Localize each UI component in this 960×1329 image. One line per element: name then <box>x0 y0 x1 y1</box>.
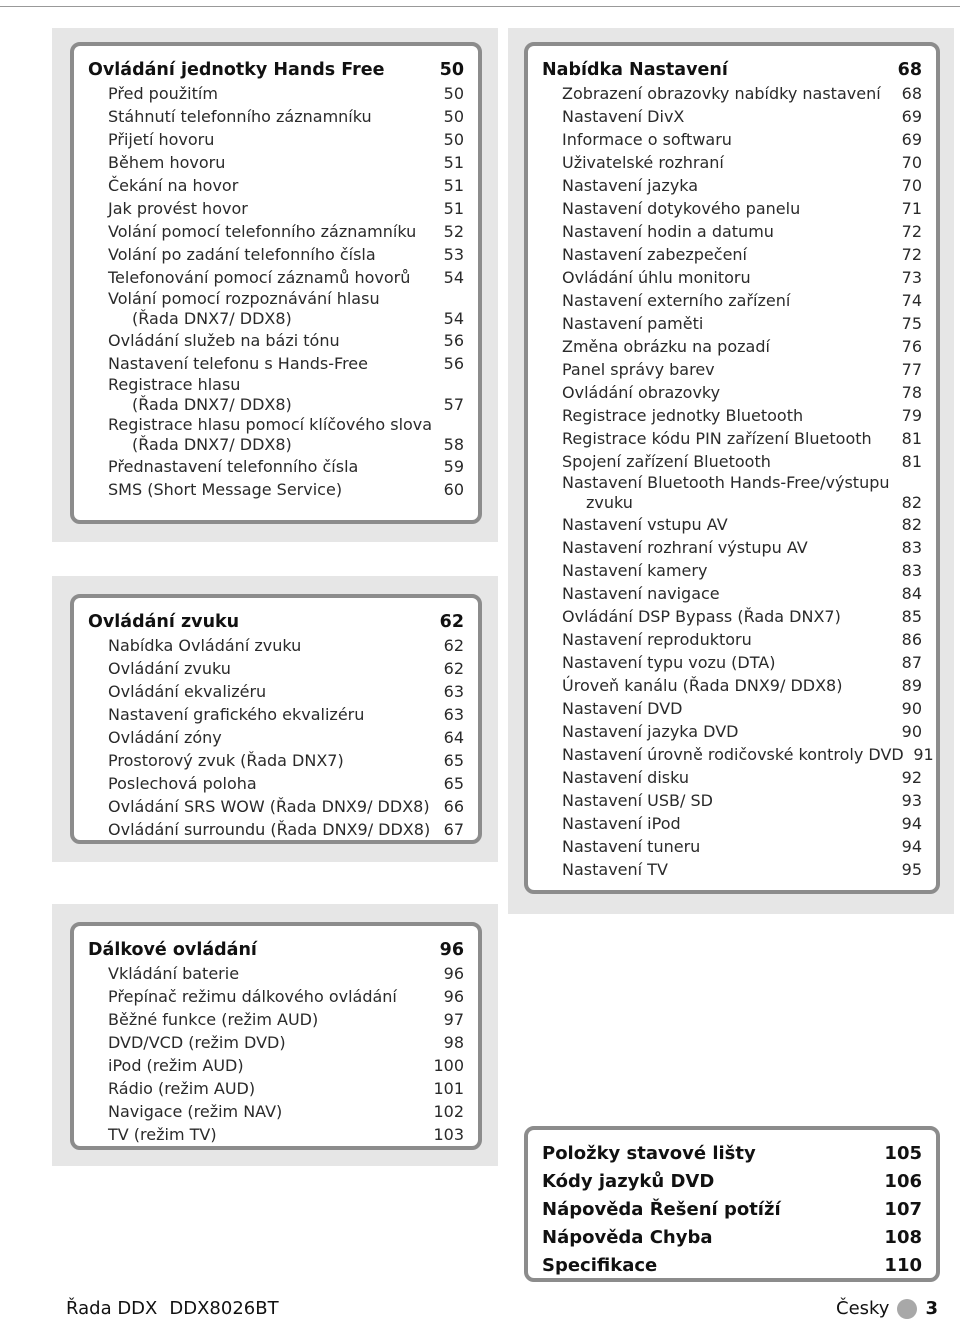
top-rule <box>0 6 960 7</box>
toc-entry <box>542 720 922 743</box>
toc-entry <box>88 105 464 128</box>
toc-entry-label: Nápověda Chyba <box>542 1227 713 1248</box>
toc-list <box>88 58 464 501</box>
toc-entry <box>542 1196 922 1224</box>
toc-entry <box>542 697 922 720</box>
toc-heading-page: 68 <box>897 60 922 80</box>
toc-entry <box>542 743 934 766</box>
toc-entry-label: Přepínač režimu dálkového ovládání <box>108 987 397 1006</box>
toc-entry-page: 53 <box>443 245 464 264</box>
toc-entry <box>88 243 464 266</box>
toc-heading-label: Ovládání jednotky Hands Free <box>88 60 385 80</box>
toc-entry <box>542 82 922 105</box>
toc-entry <box>88 478 464 501</box>
toc-entry-label: Nastavení typu vozu (DTA) <box>562 653 776 672</box>
toc-entry-label: Nastavení DivX <box>562 107 685 126</box>
footer-page-number: 3 <box>925 1298 938 1319</box>
toc-entry-label: Úroveň kanálu (Řada DNX9/ DDX8) <box>562 676 843 695</box>
toc-entry <box>542 450 922 473</box>
toc-entry-page: 51 <box>443 199 464 218</box>
toc-entry <box>88 818 464 841</box>
toc-list <box>88 938 464 1146</box>
toc-entry-label: Nastavení tuneru <box>562 837 701 856</box>
toc-heading <box>88 58 464 82</box>
toc-entry <box>542 536 922 559</box>
toc-entry-label: Čekání na hovor <box>108 176 239 195</box>
toc-entry-label: Nastavení jazyka DVD <box>562 722 739 741</box>
toc-entry <box>542 1140 922 1168</box>
toc-entry-page: 64 <box>443 728 464 747</box>
toc-entry-page: 72 <box>901 222 922 241</box>
toc-entry-label: Nastavení disku <box>562 768 690 787</box>
toc-entry-label: Vkládání baterie <box>108 964 240 983</box>
toc-entry <box>88 82 464 105</box>
toc-entry-page: 82 <box>901 493 922 512</box>
toc-heading-label: Dálkové ovládání <box>88 940 257 960</box>
toc-entry-page: 90 <box>901 699 922 718</box>
toc-entry <box>542 651 922 674</box>
toc-entry-page: 56 <box>443 331 464 350</box>
toc-entry-label: TV (režim TV) <box>108 1125 217 1144</box>
toc-entry-label: Volání pomocí telefonního záznamníku <box>108 222 417 241</box>
toc-entry <box>88 329 464 352</box>
toc-entry <box>88 435 464 455</box>
toc-entry-page: 60 <box>443 480 464 499</box>
toc-entry-label: Rádio (režim AUD) <box>108 1079 256 1098</box>
toc-entry-page: 70 <box>901 153 922 172</box>
toc-entry <box>88 1123 464 1146</box>
toc-entry <box>88 795 464 818</box>
toc-section-remote <box>70 922 482 1150</box>
toc-entry-page: 51 <box>443 153 464 172</box>
toc-entry <box>88 151 464 174</box>
toc-entry-label: Panel správy barev <box>562 360 715 379</box>
toc-entry <box>88 415 464 435</box>
toc-entry-label: Nastavení DVD <box>562 699 683 718</box>
toc-entry-label: SMS (Short Message Service) <box>108 480 343 499</box>
toc-heading-page: 96 <box>439 940 464 960</box>
toc-entry-label: Nastavení navigace <box>562 584 720 603</box>
toc-entry-page: 90 <box>901 722 922 741</box>
toc-entry-label: Informace o softwaru <box>562 130 732 149</box>
toc-entry-label: Registrace jednotky Bluetooth <box>562 406 804 425</box>
toc-entry <box>88 749 464 772</box>
footer-model <box>66 1298 291 1319</box>
toc-entry <box>542 1224 922 1252</box>
toc-list <box>542 1140 922 1280</box>
toc-entry-label: Nabídka Ovládání zvuku <box>108 636 302 655</box>
toc-entry <box>88 1077 464 1100</box>
toc-entry-label: Položky stavové lišty <box>542 1143 756 1164</box>
toc-entry-label: Nastavení úrovně rodičovské kontroly DVD <box>562 745 904 764</box>
toc-entry <box>542 858 922 881</box>
toc-entry-page: 107 <box>884 1199 922 1220</box>
toc-entry-page: 68 <box>901 84 922 103</box>
toc-entry <box>542 151 922 174</box>
toc-entry <box>88 680 464 703</box>
toc-entry <box>88 657 464 680</box>
toc-entry-page: 58 <box>443 435 464 454</box>
toc-entry-page: 65 <box>443 774 464 793</box>
toc-entry-label: Nastavení externího zařízení <box>562 291 791 310</box>
footer-model-number: DDX8026BT <box>169 1298 279 1319</box>
toc-entry-page: 56 <box>443 354 464 373</box>
toc-entry-page: 83 <box>901 538 922 557</box>
toc-entry-label: Volání po zadání telefonního čísla <box>108 245 376 264</box>
toc-entry-label: Nastavení zabezpečení <box>562 245 747 264</box>
toc-entry-label: Registrace hlasu pomocí klíčového slova <box>108 415 433 434</box>
toc-entry-label: Navigace (režim NAV) <box>108 1102 283 1121</box>
toc-entry-page: 105 <box>884 1143 922 1164</box>
toc-entry-page: 75 <box>901 314 922 333</box>
toc-entry-page: 84 <box>901 584 922 603</box>
toc-entry-page: 65 <box>443 751 464 770</box>
toc-section-hands-free <box>70 42 482 524</box>
toc-entry-page: 95 <box>901 860 922 879</box>
toc-entry-page: 70 <box>901 176 922 195</box>
toc-entry <box>542 381 922 404</box>
toc-entry-label: Ovládání zóny <box>108 728 222 747</box>
toc-entry-label: Specifikace <box>542 1255 658 1276</box>
toc-entry-label: Volání pomocí rozpoznávání hlasu <box>108 289 380 308</box>
toc-entry-page: 96 <box>443 964 464 983</box>
toc-entry-page: 69 <box>901 107 922 126</box>
toc-entry <box>542 628 922 651</box>
toc-section-settings <box>524 42 940 894</box>
toc-entry-page: 101 <box>433 1079 464 1098</box>
toc-entry <box>542 812 922 835</box>
toc-entry-page: 78 <box>901 383 922 402</box>
toc-entry <box>88 375 464 395</box>
toc-entry-page: 67 <box>443 820 464 839</box>
toc-entry-page: 96 <box>443 987 464 1006</box>
toc-entry <box>88 1008 464 1031</box>
toc-heading <box>88 610 464 634</box>
toc-entry-page: 100 <box>433 1056 464 1075</box>
toc-entry-label: Přednastavení telefonního čísla <box>108 457 359 476</box>
toc-entry-page: 108 <box>884 1227 922 1248</box>
toc-entry <box>542 559 922 582</box>
toc-entry <box>542 835 922 858</box>
toc-entry <box>88 634 464 657</box>
toc-entry <box>542 105 922 128</box>
toc-entry-label: Nastavení grafického ekvalizéru <box>108 705 365 724</box>
toc-heading <box>542 58 922 82</box>
toc-list <box>542 58 934 881</box>
toc-entry-label: Nastavení reproduktoru <box>562 630 752 649</box>
toc-entry-page: 72 <box>901 245 922 264</box>
toc-entry-label: Prostorový zvuk (Řada DNX7) <box>108 751 344 770</box>
toc-entry-page: 62 <box>443 659 464 678</box>
toc-list <box>88 610 464 841</box>
toc-entry-label: Nastavení dotykového panelu <box>562 199 801 218</box>
toc-entry-page: 69 <box>901 130 922 149</box>
toc-entry-label: Nastavení Bluetooth Hands-Free/výstupu <box>562 473 890 492</box>
toc-entry-page: 52 <box>443 222 464 241</box>
toc-entry-page: 76 <box>901 337 922 356</box>
toc-entry <box>88 1054 464 1077</box>
toc-entry-label: Uživatelské rozhraní <box>562 153 724 172</box>
toc-entry-page: 93 <box>901 791 922 810</box>
toc-entry-label: zvuku <box>586 493 633 512</box>
toc-entry <box>542 128 922 151</box>
toc-entry-label: (Řada DNX7/ DDX8) <box>132 395 292 414</box>
toc-entry-page: 97 <box>443 1010 464 1029</box>
toc-entry <box>542 789 922 812</box>
toc-entry-page: 54 <box>443 268 464 287</box>
toc-entry-page: 50 <box>443 84 464 103</box>
toc-heading-page: 62 <box>439 612 464 632</box>
toc-entry-page: 92 <box>901 768 922 787</box>
toc-entry-label: Nastavení TV <box>562 860 668 879</box>
toc-entry-label: Jak provést hovor <box>108 199 248 218</box>
toc-entry <box>542 427 922 450</box>
toc-entry-page: 71 <box>901 199 922 218</box>
toc-entry-page: 98 <box>443 1033 464 1052</box>
toc-entry <box>542 197 922 220</box>
toc-entry-label: Nastavení USB/ SD <box>562 791 713 810</box>
toc-entry-label: (Řada DNX7/ DDX8) <box>132 309 292 328</box>
toc-entry-page: 110 <box>884 1255 922 1276</box>
toc-entry-page: 81 <box>901 452 922 471</box>
toc-entry-label: Ovládání surroundu (Řada DNX9/ DDX8) <box>108 820 431 839</box>
toc-entry <box>88 395 464 415</box>
toc-entry-page: 82 <box>901 515 922 534</box>
toc-entry-label: Nastavení jazyka <box>562 176 699 195</box>
toc-entry-page: 50 <box>443 107 464 126</box>
toc-entry-label: Změna obrázku na pozadí <box>562 337 770 356</box>
toc-entry-page: 102 <box>433 1102 464 1121</box>
toc-entry-label: Nastavení rozhraní výstupu AV <box>562 538 808 557</box>
toc-entry-page: 74 <box>901 291 922 310</box>
toc-entry-page: 62 <box>443 636 464 655</box>
toc-entry <box>88 726 464 749</box>
toc-entry <box>88 289 464 309</box>
toc-entry-page: 59 <box>443 457 464 476</box>
toc-entry <box>542 1252 922 1280</box>
toc-entry-label: Poslechová poloha <box>108 774 257 793</box>
toc-entry-page: 103 <box>433 1125 464 1144</box>
toc-section-sound <box>70 594 482 844</box>
toc-entry <box>88 772 464 795</box>
toc-entry-label: Telefonování pomocí záznamů hovorů <box>108 268 411 287</box>
toc-entry <box>88 197 464 220</box>
toc-entry-label: Nastavení telefonu s Hands-Free <box>108 354 368 373</box>
toc-entry-page: 63 <box>443 682 464 701</box>
toc-heading-label: Ovládání zvuku <box>88 612 240 632</box>
toc-entry-label: Ovládání SRS WOW (Řada DNX9/ DDX8) <box>108 797 430 816</box>
toc-entry <box>88 1100 464 1123</box>
toc-entry-label: Ovládání úhlu monitoru <box>562 268 751 287</box>
toc-entry-label: Ovládání zvuku <box>108 659 231 678</box>
toc-entry-page: 106 <box>884 1171 922 1192</box>
toc-entry <box>542 766 922 789</box>
toc-entry-label: Ovládání DSP Bypass (Řada DNX7) <box>562 607 841 626</box>
toc-entry <box>88 174 464 197</box>
toc-entry <box>542 358 922 381</box>
toc-entry-page: 57 <box>443 395 464 414</box>
toc-entry <box>88 352 464 375</box>
toc-entry <box>88 985 464 1008</box>
toc-entry-label: Nastavení vstupu AV <box>562 515 728 534</box>
toc-entry-page: 87 <box>901 653 922 672</box>
toc-entry-label: Běžné funkce (režim AUD) <box>108 1010 319 1029</box>
toc-entry-label: iPod (režim AUD) <box>108 1056 244 1075</box>
toc-entry-page: 50 <box>443 130 464 149</box>
toc-entry-label: Ovládání obrazovky <box>562 383 721 402</box>
toc-entry-label: Ovládání služeb na bázi tónu <box>108 331 340 350</box>
toc-entry-label: Nápověda Řešení potíží <box>542 1199 781 1220</box>
toc-entry-label: Ovládání ekvalizéru <box>108 682 267 701</box>
toc-entry-page: 91 <box>913 745 934 764</box>
toc-entry-label: Nastavení iPod <box>562 814 681 833</box>
toc-entry <box>542 289 922 312</box>
toc-entry <box>542 174 922 197</box>
toc-entry <box>88 1031 464 1054</box>
toc-entry <box>88 455 464 478</box>
toc-entry-label: Stáhnutí telefonního záznamníku <box>108 107 372 126</box>
toc-entry-page: 89 <box>901 676 922 695</box>
toc-entry <box>88 220 464 243</box>
toc-entry <box>542 473 922 493</box>
toc-entry-label: (Řada DNX7/ DDX8) <box>132 435 292 454</box>
toc-entry-label: Přijetí hovoru <box>108 130 215 149</box>
toc-entry-label: Nastavení hodin a datumu <box>562 222 774 241</box>
toc-entry <box>542 493 922 513</box>
toc-entry-page: 77 <box>901 360 922 379</box>
toc-heading <box>88 938 464 962</box>
toc-entry-label: Registrace hlasu <box>108 375 241 394</box>
toc-entry-page: 94 <box>901 814 922 833</box>
toc-entry-label: Během hovoru <box>108 153 226 172</box>
toc-entry-page: 83 <box>901 561 922 580</box>
toc-entry-label: Kódy jazyků DVD <box>542 1171 715 1192</box>
toc-entry-page: 94 <box>901 837 922 856</box>
toc-entry <box>88 309 464 329</box>
footer-page <box>836 1298 938 1319</box>
toc-entry-page: 63 <box>443 705 464 724</box>
toc-entry <box>542 605 922 628</box>
toc-entry <box>542 243 922 266</box>
toc-entry-page: 85 <box>901 607 922 626</box>
toc-entry <box>542 266 922 289</box>
toc-entry-page: 73 <box>901 268 922 287</box>
toc-entry-page: 66 <box>443 797 464 816</box>
toc-entry <box>542 220 922 243</box>
footer-language: Česky <box>836 1298 890 1319</box>
toc-heading-page: 50 <box>439 60 464 80</box>
toc-entry <box>542 404 922 427</box>
toc-entry <box>88 703 464 726</box>
toc-entry-label: Nastavení kamery <box>562 561 708 580</box>
toc-entry-label: Spojení zařízení Bluetooth <box>562 452 771 471</box>
toc-entry-label: Nastavení paměti <box>562 314 704 333</box>
toc-entry-page: 81 <box>901 429 922 448</box>
toc-entry <box>88 128 464 151</box>
toc-entry-page: 86 <box>901 630 922 649</box>
toc-entry-page: 79 <box>901 406 922 425</box>
toc-entry <box>542 513 922 536</box>
toc-entry-label: Před použitím <box>108 84 218 103</box>
footer-series: Řada DDX <box>66 1298 158 1319</box>
toc-entry-page: 54 <box>443 309 464 328</box>
toc-heading-label: Nabídka Nastavení <box>542 60 728 80</box>
toc-entry-label: DVD/VCD (režim DVD) <box>108 1033 286 1052</box>
toc-entry-label: Zobrazení obrazovky nabídky nastavení <box>562 84 881 103</box>
toc-entry <box>542 335 922 358</box>
toc-entry-page: 51 <box>443 176 464 195</box>
page-dot-icon <box>897 1299 917 1319</box>
toc-entry <box>542 312 922 335</box>
toc-section-misc <box>524 1126 940 1282</box>
toc-entry <box>88 266 464 289</box>
toc-entry <box>542 582 922 605</box>
toc-entry <box>542 674 922 697</box>
toc-entry-label: Registrace kódu PIN zařízení Bluetooth <box>562 429 872 448</box>
toc-entry <box>88 962 464 985</box>
toc-entry <box>542 1168 922 1196</box>
